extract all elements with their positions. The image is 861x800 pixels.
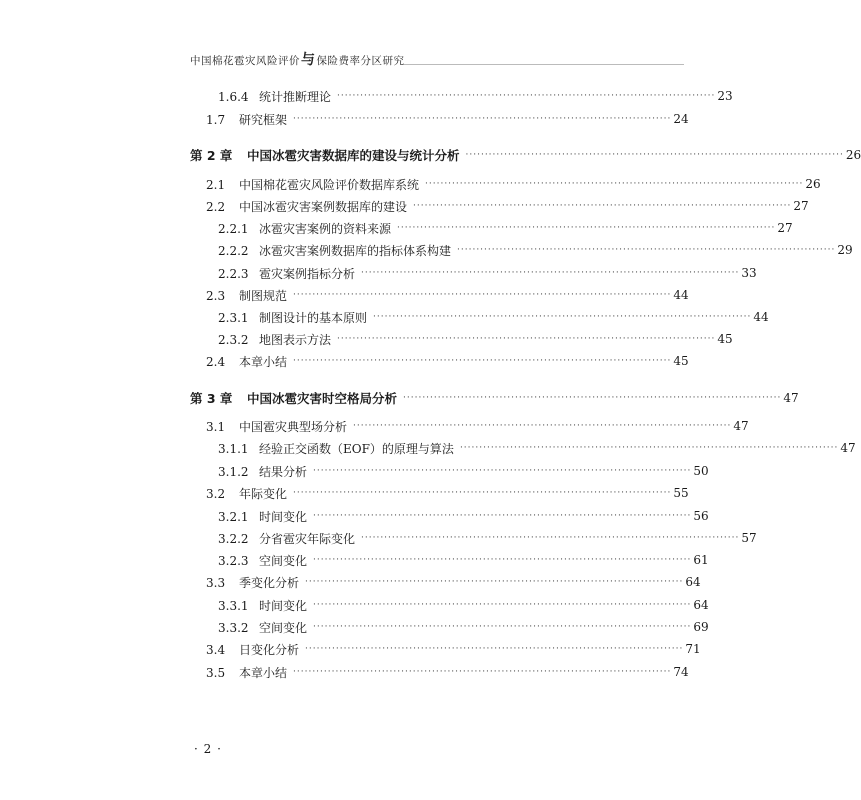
toc-entry-number: 2.2.1 bbox=[218, 221, 249, 236]
toc-entry-label bbox=[206, 198, 407, 215]
toc-entry-label bbox=[206, 574, 299, 591]
toc-leader-dots: ·································································································· bbox=[457, 245, 836, 255]
toc-entry-label bbox=[206, 287, 287, 304]
toc-entry-title: 空间变化 bbox=[259, 620, 308, 635]
toc-entry-subsection[interactable] bbox=[218, 263, 757, 283]
toc-entry-number: 第 3 章 bbox=[190, 391, 233, 406]
toc-entry-number: 2.2.2 bbox=[218, 243, 249, 258]
toc-leader-dots: ·································································································· bbox=[293, 356, 672, 366]
toc-entry-page: 27 bbox=[793, 199, 809, 213]
toc-entry-page: 50 bbox=[693, 464, 709, 478]
toc-entry-title: 冰雹灾害案例数据库的指标体系构建 bbox=[259, 243, 452, 258]
toc-entry-label bbox=[218, 331, 331, 348]
toc-entry-page: 45 bbox=[673, 354, 689, 368]
toc-entry-label bbox=[218, 265, 355, 282]
toc-entry-number: 3.2.1 bbox=[218, 509, 249, 524]
toc-entry-title: 时间变化 bbox=[259, 598, 308, 613]
toc-entry-number: 3.5 bbox=[206, 665, 226, 680]
toc-entry-number: 2.3 bbox=[206, 288, 226, 303]
toc-leader-dots: ·································································································· bbox=[293, 290, 672, 300]
toc-entry-number: 2.2 bbox=[206, 199, 226, 214]
toc-entry-title: 中国棉花雹灾风险评价数据库系统 bbox=[239, 177, 420, 192]
toc-leader-dots: ·································································································· bbox=[353, 421, 732, 431]
toc-leader-dots: ·································································································· bbox=[313, 466, 692, 476]
toc-entry-number: 2.2.3 bbox=[218, 266, 249, 281]
toc-entry-subsection[interactable] bbox=[218, 307, 769, 327]
toc-leader-dots: ·································································································· bbox=[313, 555, 692, 565]
toc-entry-section[interactable] bbox=[206, 639, 701, 659]
toc-entry-label bbox=[206, 111, 287, 128]
toc-leader-dots: ·································································································· bbox=[465, 150, 844, 160]
toc-entry-title: 本章小结 bbox=[239, 354, 288, 369]
toc-entry-page: 44 bbox=[753, 310, 769, 324]
toc-entry-subsection[interactable] bbox=[218, 528, 757, 548]
toc-entry-number: 3.2.2 bbox=[218, 531, 249, 546]
toc-entry-subsection[interactable] bbox=[218, 595, 709, 615]
toc-entry-page: 26 bbox=[805, 177, 821, 191]
toc-entry-page: 71 bbox=[685, 642, 701, 656]
toc-entry-label bbox=[206, 664, 287, 681]
toc-entry-title: 制图规范 bbox=[239, 288, 288, 303]
toc-entry-number: 3.1 bbox=[206, 419, 226, 434]
toc-entry-page: 27 bbox=[777, 221, 793, 235]
toc-entry-page: 56 bbox=[693, 509, 709, 523]
toc-entry-subsection[interactable] bbox=[218, 438, 856, 458]
toc-entry-page: 61 bbox=[693, 553, 709, 567]
toc-entry-number: 3.3.1 bbox=[218, 598, 249, 613]
toc-entry-subsection[interactable] bbox=[218, 86, 733, 106]
toc-entry-title: 空间变化 bbox=[259, 553, 308, 568]
toc-leader-dots: ·································································································· bbox=[403, 393, 782, 403]
toc-entry-page: 69 bbox=[693, 620, 709, 634]
toc-entry-section[interactable] bbox=[206, 416, 749, 436]
toc-entry-subsection[interactable] bbox=[218, 617, 709, 637]
toc-entry-number: 3.2.3 bbox=[218, 553, 249, 568]
toc-entry-label bbox=[218, 530, 355, 547]
toc-entry-title: 中国冰雹灾害数据库的建设与统计分析 bbox=[247, 148, 460, 163]
toc-entry-title: 时间变化 bbox=[259, 509, 308, 524]
toc-entry-page: 47 bbox=[840, 441, 856, 455]
toc-leader-dots: ·································································································· bbox=[361, 268, 740, 278]
toc-entry-page: 44 bbox=[673, 288, 689, 302]
toc-entry-chapter[interactable] bbox=[190, 145, 861, 165]
toc-leader-dots: ·································································································· bbox=[293, 114, 672, 124]
toc-entry-title: 日变化分析 bbox=[239, 642, 300, 657]
toc-entry-number: 2.3.2 bbox=[218, 332, 249, 347]
toc-entry-page: 57 bbox=[741, 531, 757, 545]
toc-entry-label bbox=[218, 619, 307, 636]
toc-entry-title: 制图设计的基本原则 bbox=[259, 310, 368, 325]
toc-entry-title: 地图表示方法 bbox=[259, 332, 332, 347]
toc-entry-number: 3.1.2 bbox=[218, 464, 249, 479]
toc-leader-dots: ·································································································· bbox=[293, 667, 672, 677]
toc-entry-title: 中国冰雹灾害时空格局分析 bbox=[247, 391, 398, 406]
toc-entry-section[interactable] bbox=[206, 196, 809, 216]
toc-entry-label bbox=[218, 440, 454, 457]
toc-entry-number: 3.2 bbox=[206, 486, 226, 501]
toc-entry-title: 本章小结 bbox=[239, 665, 288, 680]
toc-entry-number: 2.1 bbox=[206, 177, 226, 192]
toc-entry-title: 分省雹灾年际变化 bbox=[259, 531, 356, 546]
toc-entry-subsection[interactable] bbox=[218, 240, 853, 260]
toc-entry-section[interactable] bbox=[206, 109, 689, 129]
toc-entry-subsection[interactable] bbox=[218, 329, 733, 349]
toc-entry-page: 29 bbox=[837, 243, 853, 257]
toc-entry-page: 55 bbox=[673, 486, 689, 500]
toc-entry-title: 季变化分析 bbox=[239, 575, 300, 590]
toc-entry-number: 3.4 bbox=[206, 642, 226, 657]
toc-entry-page: 45 bbox=[717, 332, 733, 346]
toc-leader-dots: ·································································································· bbox=[459, 443, 839, 453]
toc-entry-page: 47 bbox=[733, 419, 749, 433]
toc-entry-title: 研究框架 bbox=[239, 112, 288, 127]
toc-entry-label bbox=[218, 220, 391, 237]
toc-leader-dots: ·································································································· bbox=[293, 488, 672, 498]
toc-entry-section[interactable] bbox=[206, 662, 689, 682]
toc-leader-dots: ·································································································· bbox=[361, 533, 740, 543]
toc-entry-label bbox=[218, 309, 367, 326]
toc-entry-section[interactable] bbox=[206, 351, 689, 371]
toc-entry-label bbox=[206, 176, 419, 193]
toc-leader-dots: ·································································································· bbox=[373, 312, 752, 322]
toc-leader-dots: ·································································································· bbox=[305, 577, 684, 587]
toc-leader-dots: ·································································································· bbox=[397, 223, 776, 233]
toc-entry-page: 64 bbox=[693, 598, 709, 612]
toc-entry-page: 26 bbox=[845, 148, 861, 162]
toc-entry-label bbox=[218, 508, 307, 525]
toc-entry-page: 33 bbox=[741, 266, 757, 280]
toc-entry-title: 经验正交函数（EOF）的原理与算法 bbox=[259, 441, 454, 456]
toc-entry-label bbox=[218, 242, 451, 259]
toc-leader-dots: ·································································································· bbox=[313, 600, 692, 610]
toc-entry-label bbox=[206, 485, 287, 502]
toc-entry-label bbox=[218, 597, 307, 614]
toc-entry-number: 第 2 章 bbox=[190, 148, 233, 163]
toc-entry-number: 2.3.1 bbox=[218, 310, 249, 325]
toc-entry-label bbox=[190, 146, 460, 164]
toc-leader-dots: ·································································································· bbox=[313, 622, 692, 632]
toc-entry-page: 23 bbox=[717, 89, 733, 103]
toc-entry-title: 结果分析 bbox=[259, 464, 308, 479]
toc-entry-page: 47 bbox=[783, 391, 799, 405]
toc-leader-dots: ·································································································· bbox=[337, 334, 716, 344]
page-number: · 2 · bbox=[194, 742, 222, 756]
toc-entry-title: 中国冰雹灾害案例数据库的建设 bbox=[239, 199, 408, 214]
toc-leader-dots: ·································································································· bbox=[313, 511, 692, 521]
toc-entry-subsection[interactable] bbox=[218, 461, 709, 481]
running-header-connector: 与 bbox=[301, 52, 316, 68]
toc-entry-number: 1.7 bbox=[206, 112, 226, 127]
toc-entry-label bbox=[190, 389, 397, 407]
toc-entry-section[interactable] bbox=[206, 285, 689, 305]
toc-entry-number: 1.6.4 bbox=[218, 89, 249, 104]
toc-entry-subsection[interactable] bbox=[218, 506, 709, 526]
toc-entry-subsection[interactable] bbox=[218, 550, 709, 570]
toc-leader-dots: ·································································································· bbox=[413, 201, 792, 211]
toc-entry-section[interactable] bbox=[206, 174, 821, 194]
toc-entry-title: 年际变化 bbox=[239, 486, 288, 501]
toc-entry-label bbox=[206, 418, 347, 435]
toc-leader-dots: ·································································································· bbox=[337, 91, 716, 101]
toc-entry-label bbox=[218, 552, 307, 569]
running-header-title-part1: 中国棉花雹灾风险评价 bbox=[190, 55, 300, 67]
running-header-title-part2: 保险费率分区研究 bbox=[316, 55, 405, 67]
toc-entry-title: 统计推断理论 bbox=[259, 89, 332, 104]
toc-entry-page: 24 bbox=[673, 112, 689, 126]
toc-entry-label bbox=[218, 88, 331, 105]
toc-entry-label bbox=[218, 463, 307, 480]
toc-entry-chapter[interactable] bbox=[190, 388, 799, 408]
toc-entry-page: 74 bbox=[673, 665, 689, 679]
toc-entry-number: 2.4 bbox=[206, 354, 226, 369]
toc-entry-label bbox=[206, 641, 299, 658]
toc-entry-title: 雹灾案例指标分析 bbox=[259, 266, 356, 281]
toc-leader-dots: ·································································································· bbox=[305, 644, 684, 654]
toc-entry-section[interactable] bbox=[206, 572, 701, 592]
toc-entry-page: 64 bbox=[685, 575, 701, 589]
toc-entry-section[interactable] bbox=[206, 483, 689, 503]
toc-entry-number: 3.1.1 bbox=[218, 441, 249, 456]
toc-entry-title: 中国雹灾典型场分析 bbox=[239, 419, 348, 434]
toc-leader-dots: ·································································································· bbox=[425, 179, 804, 189]
toc-entry-number: 3.3.2 bbox=[218, 620, 249, 635]
toc-entry-number: 3.3 bbox=[206, 575, 226, 590]
toc-entry-label bbox=[206, 353, 287, 370]
toc-entry-title: 冰雹灾害案例的资料来源 bbox=[259, 221, 392, 236]
toc-entry-subsection[interactable] bbox=[218, 218, 793, 238]
